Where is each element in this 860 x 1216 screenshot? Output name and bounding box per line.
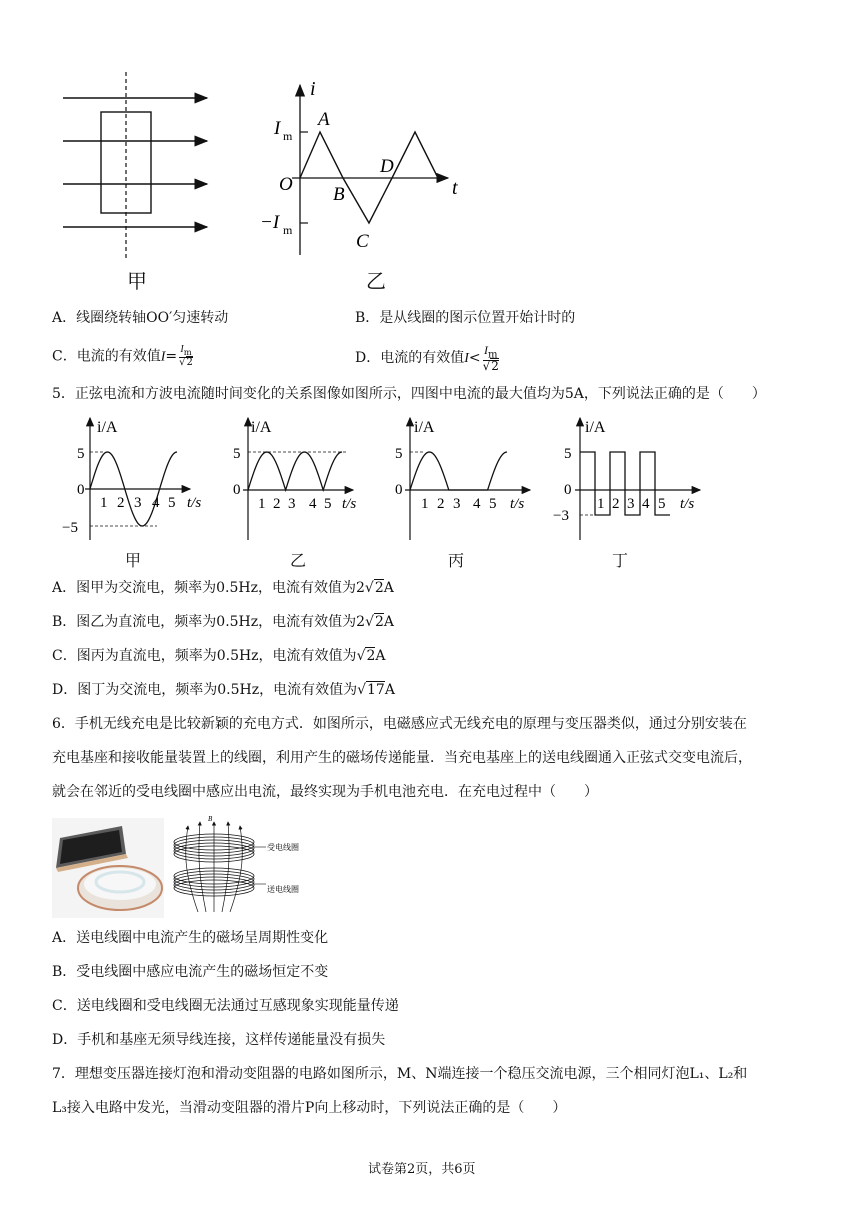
x-tick: 3 <box>134 495 142 511</box>
graph-yi-fullwave <box>218 412 378 542</box>
q6-stem-line3: 就会在邻近的受电线圈中感应出电流，最终实现为手机电池充电．在充电过程中（ ） <box>52 784 598 800</box>
ylabel: i/A <box>585 419 606 436</box>
x-tick: 1 <box>421 496 429 512</box>
graph-bing-halfwave <box>385 412 545 542</box>
point-A: A <box>318 109 330 130</box>
x-tick: 3 <box>288 496 296 512</box>
fullwave-curve <box>248 452 342 490</box>
coef: 2 <box>356 614 366 630</box>
graph-ding-square <box>550 412 710 542</box>
q7-stem-line2: L₃接入电路中发光，当滑动变阻器的滑片P向上移动时，下列说法正确的是（ ） <box>52 1100 567 1116</box>
x-tick: 5 <box>489 496 497 512</box>
q6-stem-line1: 6．手机无线充电是比较新颖的充电方式．如图所示，电磁感应式无线充电的原理与变压器类似，通过分别安装在 <box>52 716 747 732</box>
negIm-subscript: m <box>283 223 293 237</box>
y-tick: 5 <box>77 446 85 462</box>
negIm-label: −I <box>260 212 280 233</box>
x-tick: 3 <box>453 496 461 512</box>
q5-stem: 5．正弦电流和方波电流随时间变化的关系图像如图所示，四图中电流的最大值均为5A，下列说法正确的是（ ） <box>52 386 766 402</box>
xlabel: t/s <box>187 495 202 511</box>
triangle-wave-graph <box>250 70 470 260</box>
q7-stem-line1: 7．理想变压器连接灯泡和滑动变阻器的电路如图所示，M、N端连接一个稳压交流电源，三个相同灯泡L₁、L₂和 <box>52 1066 748 1082</box>
formula-eq: = <box>165 348 178 365</box>
formula-I: I <box>160 349 166 365</box>
y-tick: 0 <box>233 482 241 498</box>
page-footer: 试卷第2页，共6页 <box>368 1162 476 1177</box>
unit: A <box>384 682 395 698</box>
q4-option-d[interactable] <box>355 343 501 374</box>
q6-option-b[interactable]: B．受电线圈中感应电流产生的磁场恒定不变 <box>52 964 329 980</box>
graph-jia-sine <box>55 412 215 542</box>
point-C: C <box>356 231 369 252</box>
q6-option-d[interactable]: D．手机和基座无须导线连接，这样传递能量没有损失 <box>52 1032 386 1048</box>
phone-charger-photo <box>52 818 164 918</box>
y-tick: −5 <box>62 520 78 536</box>
q6-option-c[interactable]: C．送电线圈和受电线圈无法通过互感现象实现能量传递 <box>52 998 399 1014</box>
formula-lt: < <box>468 350 481 367</box>
radicand: 2 <box>366 648 376 664</box>
xlabel: t/s <box>510 496 525 512</box>
q5-option-c[interactable]: C．图丙为直流电，频率为0.5Hz，电流有效值为√2A <box>52 648 386 664</box>
q4-option-a[interactable]: A．线圈绕转轴OO′匀速转动 <box>52 310 229 326</box>
y-tick: 5 <box>233 446 241 462</box>
y-tick: 0 <box>395 482 403 498</box>
unit: A <box>383 580 394 596</box>
q5-option-c-text: C．图丙为直流电，频率为0.5Hz，电流有效值为 <box>52 648 357 664</box>
radicand: 17 <box>367 682 385 698</box>
point-B: B <box>333 184 345 205</box>
x-tick: 4 <box>642 496 650 512</box>
radicand: 2 <box>374 580 384 596</box>
ylabel: i/A <box>251 419 272 436</box>
formula-I-d: I <box>464 351 469 367</box>
formula-fraction: $\frac{I_m}{√2}$ <box>179 344 193 368</box>
Im-label: I <box>274 118 281 139</box>
fig-jia-label: 甲 <box>127 269 147 293</box>
unit: A <box>375 648 386 664</box>
axis-i-label: i <box>310 78 316 100</box>
x-tick: 2 <box>273 496 281 512</box>
x-tick: 4 <box>309 496 317 512</box>
q5-option-d[interactable]: D．图丁为交流电，频率为0.5Hz，电流有效值为√17A <box>52 682 395 698</box>
field-B-label: B <box>208 815 213 823</box>
halfwave-curve <box>410 452 507 490</box>
y-tick: 5 <box>564 446 572 462</box>
fig-yi-label: 乙 <box>366 269 386 293</box>
origin-O: O <box>279 174 293 195</box>
q4-option-c-text: C．电流的有效值 <box>52 348 161 365</box>
square-wave <box>580 452 670 515</box>
x-tick: 2 <box>437 496 445 512</box>
q6-stem-line2: 充电基座和接收能量装置上的线圈，利用产生的磁场传递能量．当充电基座上的送电线圈通入正弦式交变电流后， <box>52 750 752 766</box>
graph-ding-label: 丁 <box>612 551 629 570</box>
radicand: 2 <box>374 614 384 630</box>
y-tick: 0 <box>77 482 85 498</box>
y-tick: 5 <box>395 446 403 462</box>
x-tick: 5 <box>658 496 666 512</box>
q5-option-a-text: A．图甲为交流电，频率为0.5Hz，电流有效值为 <box>52 580 356 596</box>
formula-fraction-d: $\frac{I_m}{√2}$ <box>482 343 499 374</box>
q5-option-a[interactable]: A．图甲为交流电，频率为0.5Hz，电流有效值为2√2A <box>52 580 394 596</box>
q5-option-d-text: D．图丁为交流电，频率为0.5Hz，电流有效值为 <box>52 682 358 698</box>
coef: 2 <box>355 580 365 596</box>
x-tick: 2 <box>117 495 125 511</box>
x-tick: 5 <box>168 495 176 511</box>
coil-rect <box>101 112 151 213</box>
graph-bing-label: 丙 <box>448 551 465 570</box>
q4-option-d-text: D．电流的有效值 <box>355 350 465 367</box>
x-tick: 1 <box>100 495 108 511</box>
Im-subscript: m <box>283 129 293 143</box>
xlabel: t/s <box>680 496 695 512</box>
x-tick: 4 <box>473 496 481 512</box>
graph-yi-label: 乙 <box>290 551 307 570</box>
point-D: D <box>380 156 394 177</box>
x-tick: 2 <box>612 496 620 512</box>
y-tick: −3 <box>553 508 569 524</box>
axis-t-label: t <box>452 177 458 199</box>
y-tick: 0 <box>564 482 572 498</box>
x-tick: 3 <box>627 496 635 512</box>
send-coil-label: 送电线圈 <box>267 885 299 894</box>
x-tick: 1 <box>597 496 605 512</box>
q4-option-c[interactable] <box>52 345 195 368</box>
x-tick: 1 <box>258 496 266 512</box>
unit: A <box>383 614 395 630</box>
ylabel: i/A <box>97 419 118 436</box>
ylabel: i/A <box>414 419 435 436</box>
q5-option-b[interactable]: B．图乙为直流电，频率为0.5Hz，电流有效值为2√2A <box>52 614 395 630</box>
graph-jia-label: 甲 <box>125 551 142 570</box>
receive-coil-label: 受电线圈 <box>267 843 299 852</box>
x-tick: 5 <box>324 496 332 512</box>
q5-option-b-text: B．图乙为直流电，频率为0.5Hz，电流有效值为 <box>52 614 357 630</box>
q6-option-a[interactable]: A．送电线圈中电流产生的磁场呈周期性变化 <box>52 930 329 946</box>
coil-diagram <box>170 812 320 917</box>
x-tick: 4 <box>152 495 160 511</box>
xlabel: t/s <box>342 496 357 512</box>
coil-field-figure <box>55 70 220 260</box>
q4-option-b[interactable]: B．是从线圈的图示位置开始计时的 <box>355 310 576 326</box>
